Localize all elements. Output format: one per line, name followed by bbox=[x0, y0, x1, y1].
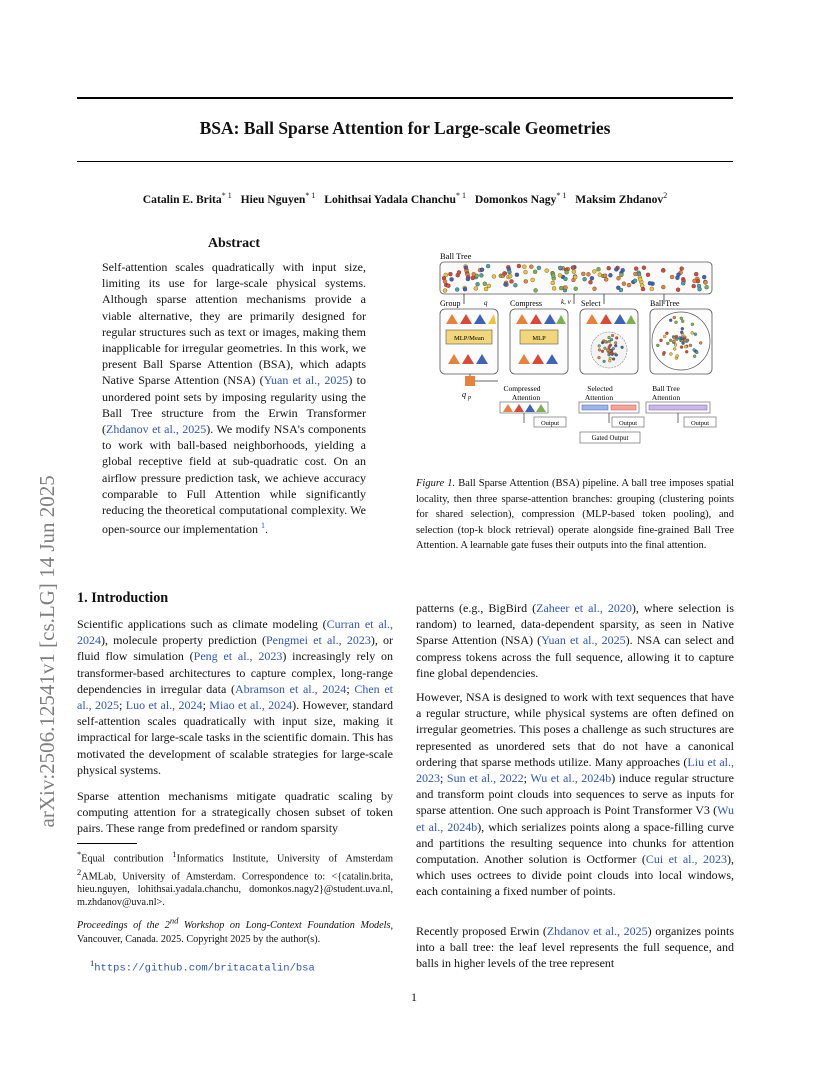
citation-link[interactable]: Curran et al., 2024 bbox=[77, 617, 393, 648]
point-marker bbox=[691, 331, 694, 334]
point-marker bbox=[684, 345, 687, 348]
paper-title: BSA: Ball Sparse Attention for Large-scale Geometries bbox=[199, 118, 611, 138]
fig-label-ball-tree-top: Ball Tree bbox=[440, 251, 472, 261]
point-marker bbox=[608, 336, 611, 339]
fig-label-balltree-attn-2: Attention bbox=[651, 393, 681, 402]
paragraph-text: ) increasingly rely on transformer-based architectures to capture complex, long-range dependencies in irregular data ( bbox=[77, 649, 393, 696]
point-marker bbox=[680, 346, 683, 349]
paragraph-text: ; bbox=[202, 698, 210, 713]
point-marker bbox=[446, 284, 450, 288]
point-marker bbox=[617, 276, 621, 280]
paragraph-text: ; bbox=[119, 698, 126, 713]
fig-label-output-2: Output bbox=[618, 420, 638, 427]
author-list bbox=[77, 191, 733, 206]
point-marker bbox=[472, 272, 476, 276]
group-output-triangles bbox=[448, 354, 488, 364]
point-marker bbox=[697, 284, 701, 288]
point-marker bbox=[693, 279, 697, 283]
point-marker bbox=[641, 287, 645, 291]
intro-paragraph-4 bbox=[416, 689, 734, 900]
point-marker bbox=[669, 353, 672, 356]
point-marker bbox=[608, 273, 612, 277]
point-marker bbox=[680, 337, 683, 340]
point-marker bbox=[604, 347, 607, 350]
citation-link[interactable]: Luo et al., 2024 bbox=[125, 698, 203, 713]
point-marker bbox=[675, 335, 678, 338]
point-marker bbox=[648, 281, 652, 285]
fig-label-mlp-mean: MLP/Mean bbox=[454, 335, 484, 342]
author-2: Hieu Nguyen$^{* 1}$ bbox=[240, 191, 316, 206]
paragraph-text: ; bbox=[523, 771, 531, 786]
point-marker bbox=[646, 273, 650, 277]
footnote-rule bbox=[77, 843, 137, 844]
point-marker bbox=[515, 273, 519, 277]
citation-link[interactable]: Peng et al., 2023 bbox=[193, 649, 283, 664]
point-marker bbox=[603, 360, 606, 363]
fig-label-select: Select bbox=[581, 299, 601, 308]
point-marker bbox=[480, 268, 484, 272]
point-marker bbox=[614, 267, 618, 271]
point-marker bbox=[680, 267, 684, 271]
github-link[interactable]: https://github.com/britacatalin/bsa bbox=[94, 962, 315, 975]
point-marker bbox=[661, 285, 665, 289]
point-marker bbox=[665, 332, 668, 335]
point-marker bbox=[565, 270, 569, 274]
intro-paragraph-3 bbox=[416, 600, 734, 681]
citation-link[interactable]: Yuan et al., 2025 bbox=[263, 373, 349, 388]
point-marker bbox=[680, 317, 683, 320]
author-5: Maksim Zhdanov$^2$ bbox=[575, 191, 668, 206]
point-marker bbox=[601, 341, 604, 344]
point-marker bbox=[650, 287, 654, 291]
point-marker bbox=[689, 344, 692, 347]
citation-link[interactable]: Wu et al., 2024b bbox=[530, 771, 612, 786]
point-marker bbox=[572, 270, 576, 274]
fig-label-output-3: Output bbox=[690, 420, 710, 427]
point-marker bbox=[476, 282, 480, 286]
point-marker bbox=[638, 277, 642, 281]
query-token bbox=[465, 376, 475, 386]
point-marker bbox=[614, 341, 617, 344]
author-3: Lohithsai Yadala Chanchu$^{* 1}$ bbox=[324, 191, 466, 206]
point-marker bbox=[513, 283, 517, 287]
paragraph-text: ), molecule property prediction ( bbox=[101, 633, 266, 648]
point-marker bbox=[471, 276, 475, 280]
point-marker bbox=[621, 346, 624, 349]
point-marker bbox=[663, 351, 666, 354]
point-marker bbox=[607, 266, 611, 270]
point-marker bbox=[633, 272, 637, 276]
fig-label-selected-attn-2: Attention bbox=[584, 393, 614, 402]
paragraph-text: Recently proposed Erwin ( bbox=[416, 924, 547, 938]
title-rule-top bbox=[77, 97, 733, 99]
paragraph-text: ), which serializes points along a space-filling curve and partitions the resulting sequence into chunks for attention computation. Another solution is Octformer ( bbox=[416, 819, 734, 867]
point-marker bbox=[508, 274, 512, 278]
point-marker bbox=[699, 341, 702, 344]
fig-label-balltree-attn-1: Ball Tree bbox=[652, 384, 680, 393]
point-marker bbox=[603, 274, 607, 278]
citation-link[interactable]: Liu et al., 2023 bbox=[416, 754, 735, 786]
point-marker bbox=[564, 277, 568, 281]
fig-label-output-1: Output bbox=[540, 420, 560, 427]
point-marker bbox=[448, 272, 452, 276]
intro-paragraph-1 bbox=[77, 616, 393, 778]
point-marker bbox=[669, 319, 672, 322]
citation-link[interactable]: Wu et al., 2024b bbox=[416, 803, 734, 834]
point-marker bbox=[670, 275, 674, 279]
point-marker bbox=[604, 340, 607, 343]
point-marker bbox=[551, 281, 555, 285]
figure-caption bbox=[416, 476, 734, 554]
fig-label-group: Group bbox=[440, 299, 461, 308]
point-marker bbox=[598, 349, 601, 352]
arxiv-identifier: arXiv:2506.12541v1 [cs.LG] 14 Jun 2025 bbox=[35, 475, 59, 828]
point-marker bbox=[612, 347, 615, 350]
citation-link[interactable]: Pengmei et al., 2023 bbox=[265, 633, 371, 648]
point-marker bbox=[571, 266, 575, 270]
point-marker bbox=[656, 344, 659, 347]
point-marker bbox=[564, 286, 568, 290]
point-marker bbox=[486, 264, 490, 268]
point-marker bbox=[614, 344, 617, 347]
point-marker bbox=[673, 347, 676, 350]
point-marker bbox=[581, 272, 585, 276]
point-marker bbox=[681, 327, 684, 330]
citation-link[interactable]: Cui et al., 2023 bbox=[645, 852, 727, 867]
citation-link[interactable]: Abramson et al., 2024 bbox=[234, 681, 347, 696]
point-marker bbox=[558, 273, 562, 277]
point-marker bbox=[610, 338, 613, 341]
point-marker bbox=[586, 272, 590, 276]
fig-label-qp-sub: p bbox=[468, 395, 471, 401]
point-marker bbox=[675, 321, 678, 324]
fig-label-compress: Compress bbox=[510, 299, 542, 308]
point-marker bbox=[474, 287, 478, 291]
point-marker bbox=[484, 287, 488, 291]
point-marker bbox=[463, 287, 467, 291]
point-marker bbox=[443, 289, 447, 293]
point-marker bbox=[621, 268, 625, 272]
point-marker bbox=[673, 340, 676, 343]
point-marker bbox=[685, 350, 688, 353]
point-marker bbox=[558, 266, 562, 270]
title-rule-bottom bbox=[77, 161, 733, 162]
point-marker bbox=[611, 334, 614, 337]
paragraph-text: ; bbox=[346, 681, 355, 696]
point-marker bbox=[443, 280, 447, 284]
point-marker bbox=[681, 281, 685, 285]
point-marker bbox=[517, 264, 521, 268]
point-marker bbox=[574, 287, 578, 291]
point-marker bbox=[522, 265, 526, 269]
point-marker bbox=[691, 323, 694, 326]
author-1: Catalin E. Brita$^{* 1}$ bbox=[142, 191, 232, 206]
point-marker bbox=[559, 286, 563, 290]
caption-text: Ball Sparse Attention (BSA) pipeline. A ball tree imposes spatial locality, then three sparse-attention branches: grouping (clustering points for shared selection), compression (MLP-based token pooling), and selection (top-k block retrieval) operate alongside fine-grained Ball Tree Attention. A learnable gate fuses their outputs into the final attention. bbox=[416, 478, 735, 552]
point-marker bbox=[681, 320, 684, 323]
paragraph-text: ), or fluid flow simulation ( bbox=[77, 633, 393, 664]
footnote-mark[interactable]: 1 bbox=[260, 521, 265, 531]
point-marker bbox=[705, 285, 709, 289]
fig-label-q: q bbox=[484, 299, 488, 307]
point-marker bbox=[601, 350, 604, 353]
citation-link[interactable]: Zhdanov et al., 2025 bbox=[546, 924, 648, 938]
point-marker bbox=[551, 274, 555, 278]
point-marker bbox=[450, 277, 454, 281]
point-marker bbox=[537, 266, 541, 270]
point-marker bbox=[529, 265, 533, 269]
point-marker bbox=[692, 284, 696, 288]
point-marker bbox=[619, 273, 623, 277]
paragraph-text: Scientific applications such as climate modeling ( bbox=[77, 617, 327, 631]
paragraph-text: ) organizes points into a ball tree: the leaf level represents the full sequence, and balls in higher levels of the tree represent bbox=[416, 924, 734, 971]
page-number: 1 bbox=[411, 990, 417, 1004]
point-marker bbox=[666, 342, 669, 345]
citation-link[interactable]: Sun et al., 2022 bbox=[446, 771, 524, 786]
point-marker bbox=[590, 276, 594, 280]
fig-label-qp: q bbox=[462, 390, 466, 399]
paragraph-text: ), which uses octrees to divide point clouds into local windows, each containing a fixed number of points. bbox=[416, 852, 734, 899]
point-marker bbox=[694, 272, 698, 276]
point-marker bbox=[589, 280, 593, 284]
point-marker bbox=[680, 331, 683, 334]
paragraph-text: patterns (e.g., BigBird ( bbox=[416, 601, 537, 615]
point-marker bbox=[483, 282, 487, 286]
point-marker bbox=[695, 351, 698, 354]
paragraph-text: ; bbox=[440, 771, 447, 786]
point-marker bbox=[612, 358, 615, 361]
point-marker bbox=[702, 275, 706, 279]
point-marker bbox=[597, 267, 601, 271]
fig-label-ball-tree-right: Ball Tree bbox=[650, 299, 680, 308]
point-marker bbox=[615, 337, 618, 340]
fig-label-compressed-attn-2: Attention bbox=[511, 393, 541, 402]
fig-label-mlp: MLP bbox=[532, 335, 546, 342]
paragraph-text: ) induce regular structure and transform point clouds into sequences to serve as inputs for sparse attention. One such approach is Point Transformer V3 ( bbox=[416, 771, 734, 818]
citation-link[interactable]: Chen et al., 2025 bbox=[77, 681, 393, 713]
paragraph-text: ), where selection is random) to learned, data-dependent sparsity, as seen in Native Sparse Attention (NSA) ( bbox=[416, 601, 734, 648]
point-marker bbox=[674, 344, 677, 347]
citation-link[interactable]: Yuan et al., 2025 bbox=[541, 633, 626, 648]
point-marker bbox=[531, 278, 535, 282]
intro-paragraph-5 bbox=[416, 923, 734, 972]
paragraph-text: ). However, standard self-attention scales quadratically with input size, making it impractical for large-scale tasks in the scientific domain. This has motivated the development of scalable strategies for large-scale physical systems. bbox=[77, 698, 393, 777]
point-marker bbox=[583, 277, 587, 281]
point-marker bbox=[455, 288, 459, 292]
point-marker bbox=[492, 275, 496, 279]
point-marker bbox=[634, 267, 638, 271]
point-marker bbox=[608, 346, 611, 349]
point-marker bbox=[504, 283, 508, 287]
point-marker bbox=[510, 279, 514, 283]
author-4: Domonkos Nagy$^{* 1}$ bbox=[474, 191, 567, 206]
point-marker bbox=[660, 339, 663, 342]
point-marker bbox=[627, 283, 631, 287]
caption-label: Figure 1. bbox=[416, 478, 456, 489]
paragraph-text: However, NSA is designed to work with text sequences that have a regular structure, while physical systems are often defined on irregular geometries. This poses a challenge as such structures are represented as unordered sets that do not have a canonical ordering that sparse methods utilize. Many approaches ( bbox=[416, 690, 734, 769]
point-marker bbox=[524, 279, 528, 283]
point-marker bbox=[663, 335, 666, 338]
abstract-heading: Abstract bbox=[207, 236, 261, 251]
bsa-pipeline-figure bbox=[434, 248, 734, 446]
point-marker bbox=[633, 279, 637, 283]
point-marker bbox=[552, 286, 556, 290]
point-marker bbox=[598, 356, 601, 359]
citation-link[interactable]: Zaheer et al., 2020 bbox=[536, 601, 632, 615]
point-marker bbox=[640, 284, 644, 288]
point-marker bbox=[673, 316, 676, 319]
intro-paragraph-2: Sparse attention mechanisms mitigate quadratic scaling by computing attention for a strategically chosen subset of token pairs. These range from predefined or random sparsity bbox=[77, 789, 393, 836]
point-marker bbox=[524, 270, 528, 274]
compress-output-triangles bbox=[518, 354, 558, 364]
point-marker bbox=[615, 354, 618, 357]
arxiv-sidebar bbox=[16, 300, 59, 828]
point-marker bbox=[592, 269, 596, 273]
point-marker bbox=[487, 284, 491, 288]
point-marker bbox=[661, 269, 665, 273]
point-marker bbox=[508, 270, 512, 274]
point-marker bbox=[533, 270, 537, 274]
section-heading-introduction: 1. Introduction bbox=[77, 590, 169, 606]
point-marker bbox=[502, 272, 506, 276]
abstract-text: Self-attention scales quadratically with input size, limiting its use for large-scale physical systems. Although sparse attention mechanisms provide a viable alternative, they are primarily designed for regular structures such as text or images, making them inapplicable for irregular geometries. In this work, we present Ball Sparse Attention (BSA), which adapts Native Sparse Attention (NSA) (Yuan et al., 2025) to unordered point sets by imposing regularity using the Ball Tree structure from the Erwin Transformer (Zhdanov et al., 2025). We modify NSA's components to work with ball-based neighborhoods, yielding a global receptive field at sub-quadratic cost. On an airflow pressure prediction task, we achieve accuracy comparable to Full Attention while significantly reducing the theoretical computational complexity. We open-source our implementation $^1$. bbox=[102, 260, 367, 537]
point-marker bbox=[598, 273, 602, 277]
point-marker bbox=[694, 333, 697, 336]
point-marker bbox=[466, 277, 470, 281]
point-marker bbox=[604, 278, 608, 282]
citation-link[interactable]: Miao et al., 2024 bbox=[209, 698, 293, 713]
fig-label-selected-attn-1: Selected bbox=[587, 384, 613, 393]
point-marker bbox=[642, 266, 646, 270]
point-marker bbox=[704, 281, 708, 285]
point-marker bbox=[622, 282, 626, 286]
point-marker bbox=[676, 288, 680, 292]
point-marker bbox=[609, 357, 612, 360]
footnote-affiliations: *Equal contribution $^1$Informatics Institute, University of Amsterdam $^2$AMLab, University of Amsterdam. Correspondence to: <{catalin.brita, hieu.nguyen, lohithsai.yadala.chanchu, domonkos.nagy2}@student.uva.nl, m.zhdanov@uva.nl>. bbox=[77, 849, 394, 909]
point-marker bbox=[593, 287, 597, 291]
point-marker bbox=[619, 288, 623, 292]
point-marker bbox=[669, 339, 672, 342]
point-marker bbox=[598, 345, 601, 348]
point-marker bbox=[573, 275, 577, 279]
citation-link[interactable]: Zhdanov et al., 2025 bbox=[106, 422, 207, 437]
fig-label-kv: k, v bbox=[561, 298, 571, 306]
point-marker bbox=[677, 273, 681, 277]
fig-label-gated-output: Gated Output bbox=[591, 435, 629, 442]
point-marker bbox=[610, 352, 613, 355]
point-marker bbox=[676, 355, 679, 358]
point-marker bbox=[693, 355, 696, 358]
point-marker bbox=[684, 339, 687, 342]
point-marker bbox=[607, 349, 610, 352]
paragraph-text: ). NSA can select and compress tokens across the full sequence, allowing it to capture fine global dependencies. bbox=[416, 633, 734, 680]
footnote-url: $^1$https://github.com/britacatalin/bsa bbox=[90, 958, 315, 975]
point-marker bbox=[534, 288, 538, 292]
footnote-proceedings: Proceedings of the 2nd Workshop on Long-Context Foundation Models, Vancouver, Canada. 2025. Copyright 2025 by the author(s). bbox=[77, 916, 394, 945]
point-marker bbox=[479, 273, 483, 277]
point-marker bbox=[545, 269, 549, 273]
fig-label-compressed-attn-1: Compressed bbox=[503, 384, 541, 393]
point-marker bbox=[457, 270, 461, 274]
